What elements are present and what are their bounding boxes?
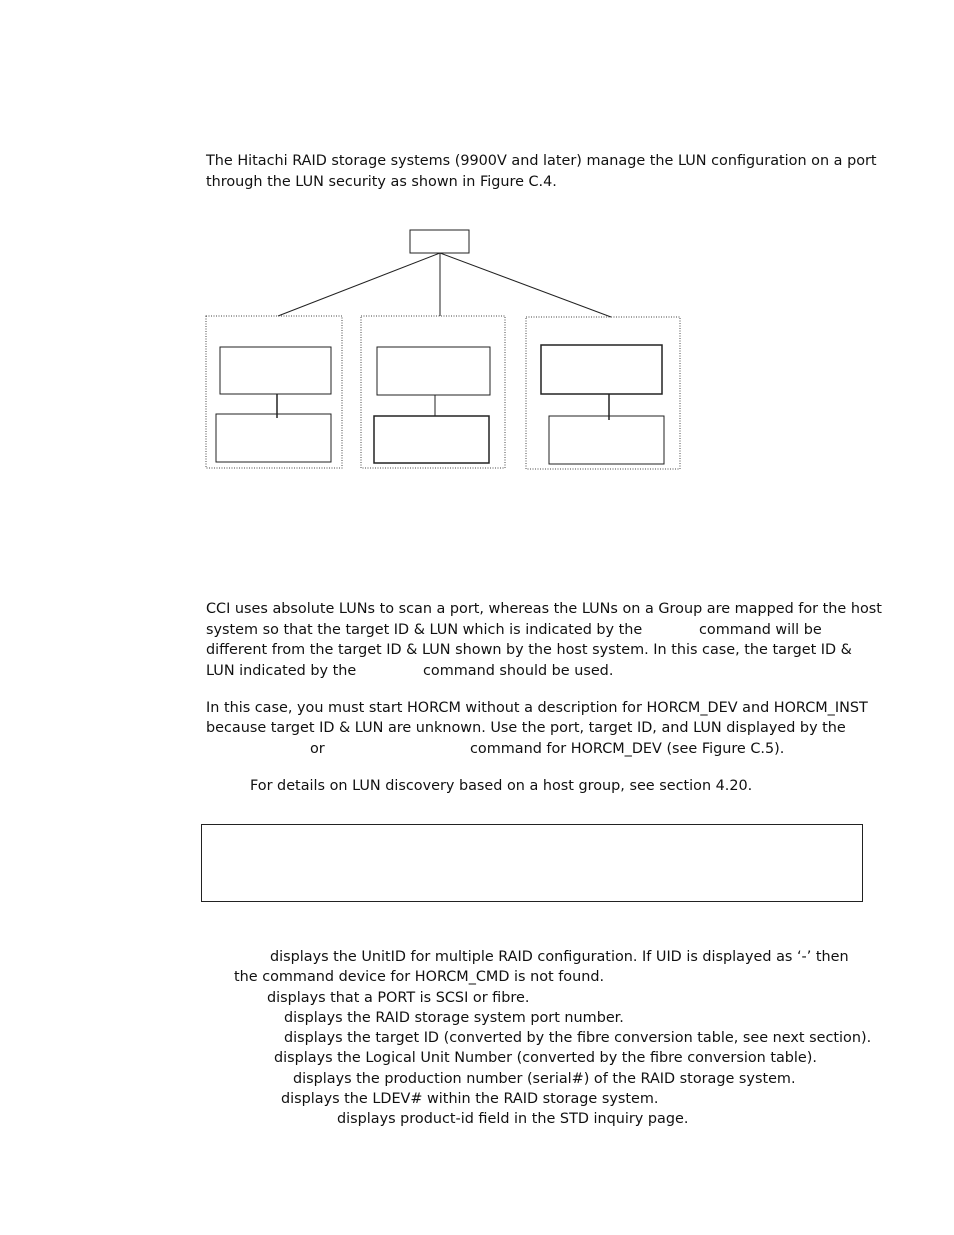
- lun-box-3: [549, 416, 664, 464]
- p2-line-1: In this case, you must start HORCM without a description for HORCM_DEV and HORCM_INST: [206, 700, 868, 716]
- def-uid-line-2: the command device for HORCM_CMD is not found.: [234, 969, 605, 985]
- group-frame-1: [206, 316, 342, 468]
- command-output-box: [201, 824, 863, 902]
- intro-line-1: The Hitachi RAID storage systems (9900V and later) manage the LUN configuration on a port: [206, 153, 877, 169]
- def-product: displays product-id field in the STD inquiry page.: [337, 1111, 689, 1127]
- p1-line-4b: command should be used.: [423, 663, 614, 679]
- def-s: displays that a PORT is SCSI or fibre.: [267, 990, 530, 1006]
- def-lun: displays the Logical Unit Number (converted by the fibre conversion table).: [274, 1050, 817, 1066]
- group-box-1: [220, 347, 331, 394]
- p2-line-3b: command for HORCM_DEV (see Figure C.5).: [470, 741, 785, 757]
- intro-line-2: through the LUN security as shown in Figure C.4.: [206, 174, 557, 190]
- p1-line-4a: LUN indicated by the: [206, 663, 357, 679]
- def-port: displays the RAID storage system port number.: [284, 1010, 624, 1026]
- group-frame-2: [361, 316, 505, 468]
- def-serial: displays the production number (serial#) of the RAID storage system.: [293, 1071, 796, 1087]
- lun-box-2: [374, 416, 489, 463]
- connector-right: [440, 253, 611, 317]
- p2-line-2: because target ID & LUN are unknown. Use the port, target ID, and LUN displayed by the: [206, 720, 846, 736]
- details-note: For details on LUN discovery based on a host group, see section 4.20.: [250, 778, 753, 794]
- connector-left: [278, 253, 440, 316]
- group-box-2: [377, 347, 490, 395]
- def-uid-line-1: displays the UnitID for multiple RAID configuration. If UID is displayed as ‘-’ then: [270, 949, 849, 965]
- def-targ: displays the target ID (converted by the fibre conversion table, see next section).: [284, 1030, 872, 1046]
- p1-line-2a: system so that the target ID & LUN which is indicated by the: [206, 622, 643, 638]
- def-ldev: displays the LDEV# within the RAID storage system.: [281, 1091, 659, 1107]
- p1-line-1: CCI uses absolute LUNs to scan a port, whereas the LUNs on a Group are mapped for the host: [206, 601, 882, 617]
- p2-line-3a: or: [310, 741, 325, 757]
- lun-box-1: [216, 414, 331, 462]
- port-box: [410, 230, 469, 253]
- group-box-3: [541, 345, 662, 394]
- p1-line-3: different from the target ID & LUN shown by the host system. In this case, the target ID &: [206, 642, 852, 658]
- p1-line-2b: command will be: [699, 622, 822, 638]
